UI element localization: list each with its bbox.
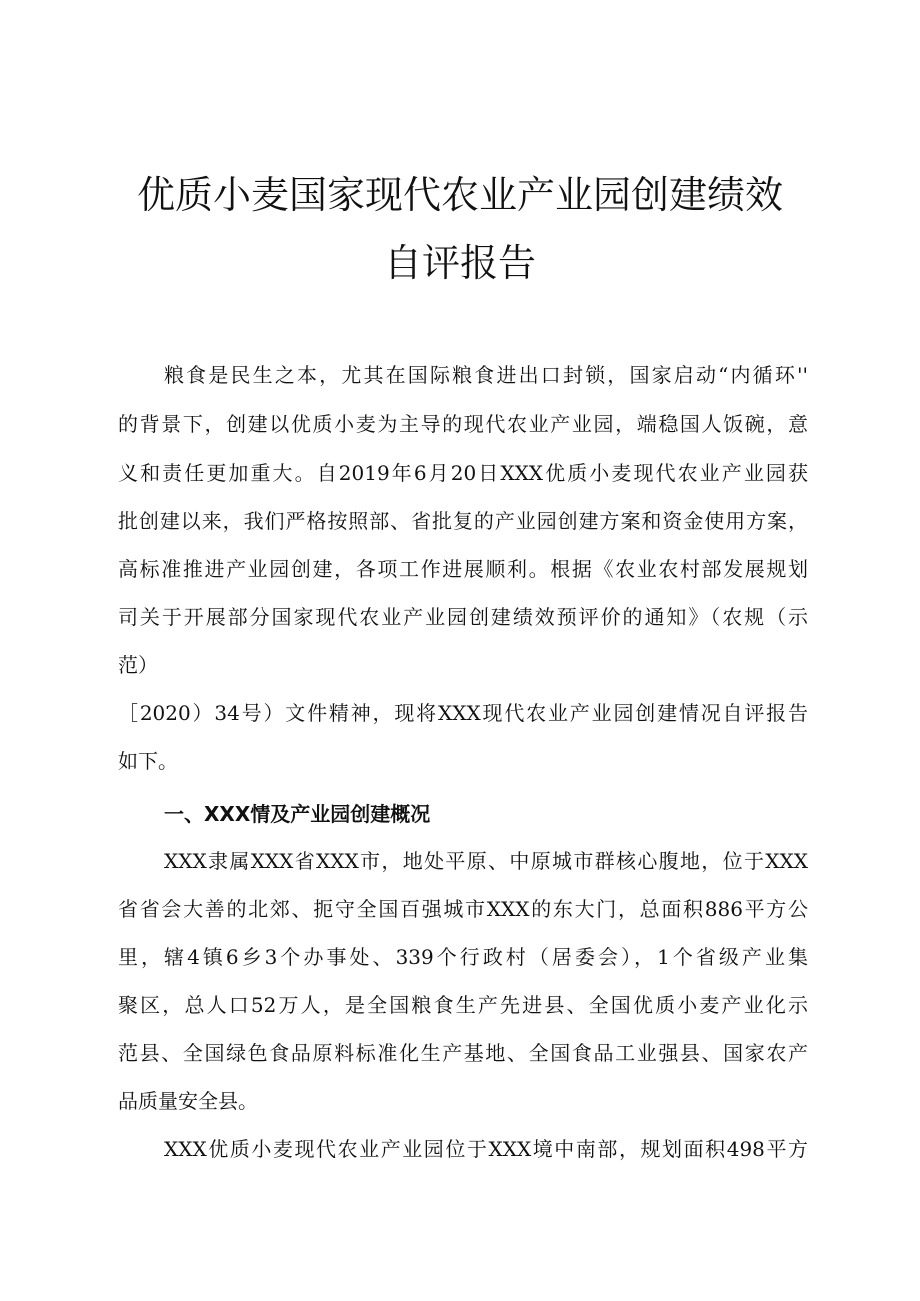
section-heading: 一、XXX情及产业园创建概况	[164, 802, 431, 826]
paragraph-1-line: 批创建以来，我们严格按照部、省批复的产业园创建方案和资金使用方案，	[118, 509, 808, 533]
paragraph-2-line: 品质量安全县。	[118, 1089, 258, 1113]
paragraph-2-line: 里，辖4镇6乡3个办事处、339个行政村（居委会），1个省级产业集	[118, 945, 808, 969]
paragraph-3-line: XXX优质小麦现代农业产业园位于XXX境中南部，规划面积498平方	[164, 1137, 808, 1161]
paragraph-1-line: 义和责任更加重大。自2019年6月20日XXX优质小麦现代农业产业园获	[118, 461, 808, 485]
paragraph-1-line: 的背景下，创建以优质小麦为主导的现代农业产业园，端稳国人饭碗，意	[118, 412, 808, 436]
paragraph-1-line: ［2020）34号）文件精神，现将XXX现代农业产业园创建情况自评报告	[118, 701, 808, 725]
document-title-line-2: 自评报告	[383, 241, 536, 285]
paragraph-1-line: 范）	[118, 653, 158, 677]
paragraph-2-line: 范县、全国绿色食品原料标准化生产基地、全国食品工业强县、国家农产	[118, 1041, 808, 1065]
paragraph-2-line: XXX隶属XXX省XXX市，地处平原、中原城市群核心腹地，位于XXX	[164, 849, 808, 873]
paragraph-2-line: 聚区，总人口52万人，是全国粮食生产先进县、全国优质小麦产业化示	[118, 993, 808, 1017]
paragraph-1-line: 高标准推进产业园创建，各项工作进展顺利。根据《农业农村部发展规划	[118, 557, 808, 581]
document-title-line-1: 优质小麦国家现代农业产业园创建绩效	[136, 173, 783, 217]
paragraph-1-line: 如下。	[118, 749, 178, 773]
paragraph-1-line: 粮食是民生之本，尤其在国际粮食进出口封锁，国家启动“内循环''	[164, 363, 808, 387]
paragraph-1-line: 司关于开展部分国家现代农业产业园创建绩效预评价的通知》（农规（示	[118, 605, 808, 629]
paragraph-2-line: 省省会大善的北郊、扼守全国百强城市XXX的东大门，总面积886平方公	[118, 897, 808, 921]
